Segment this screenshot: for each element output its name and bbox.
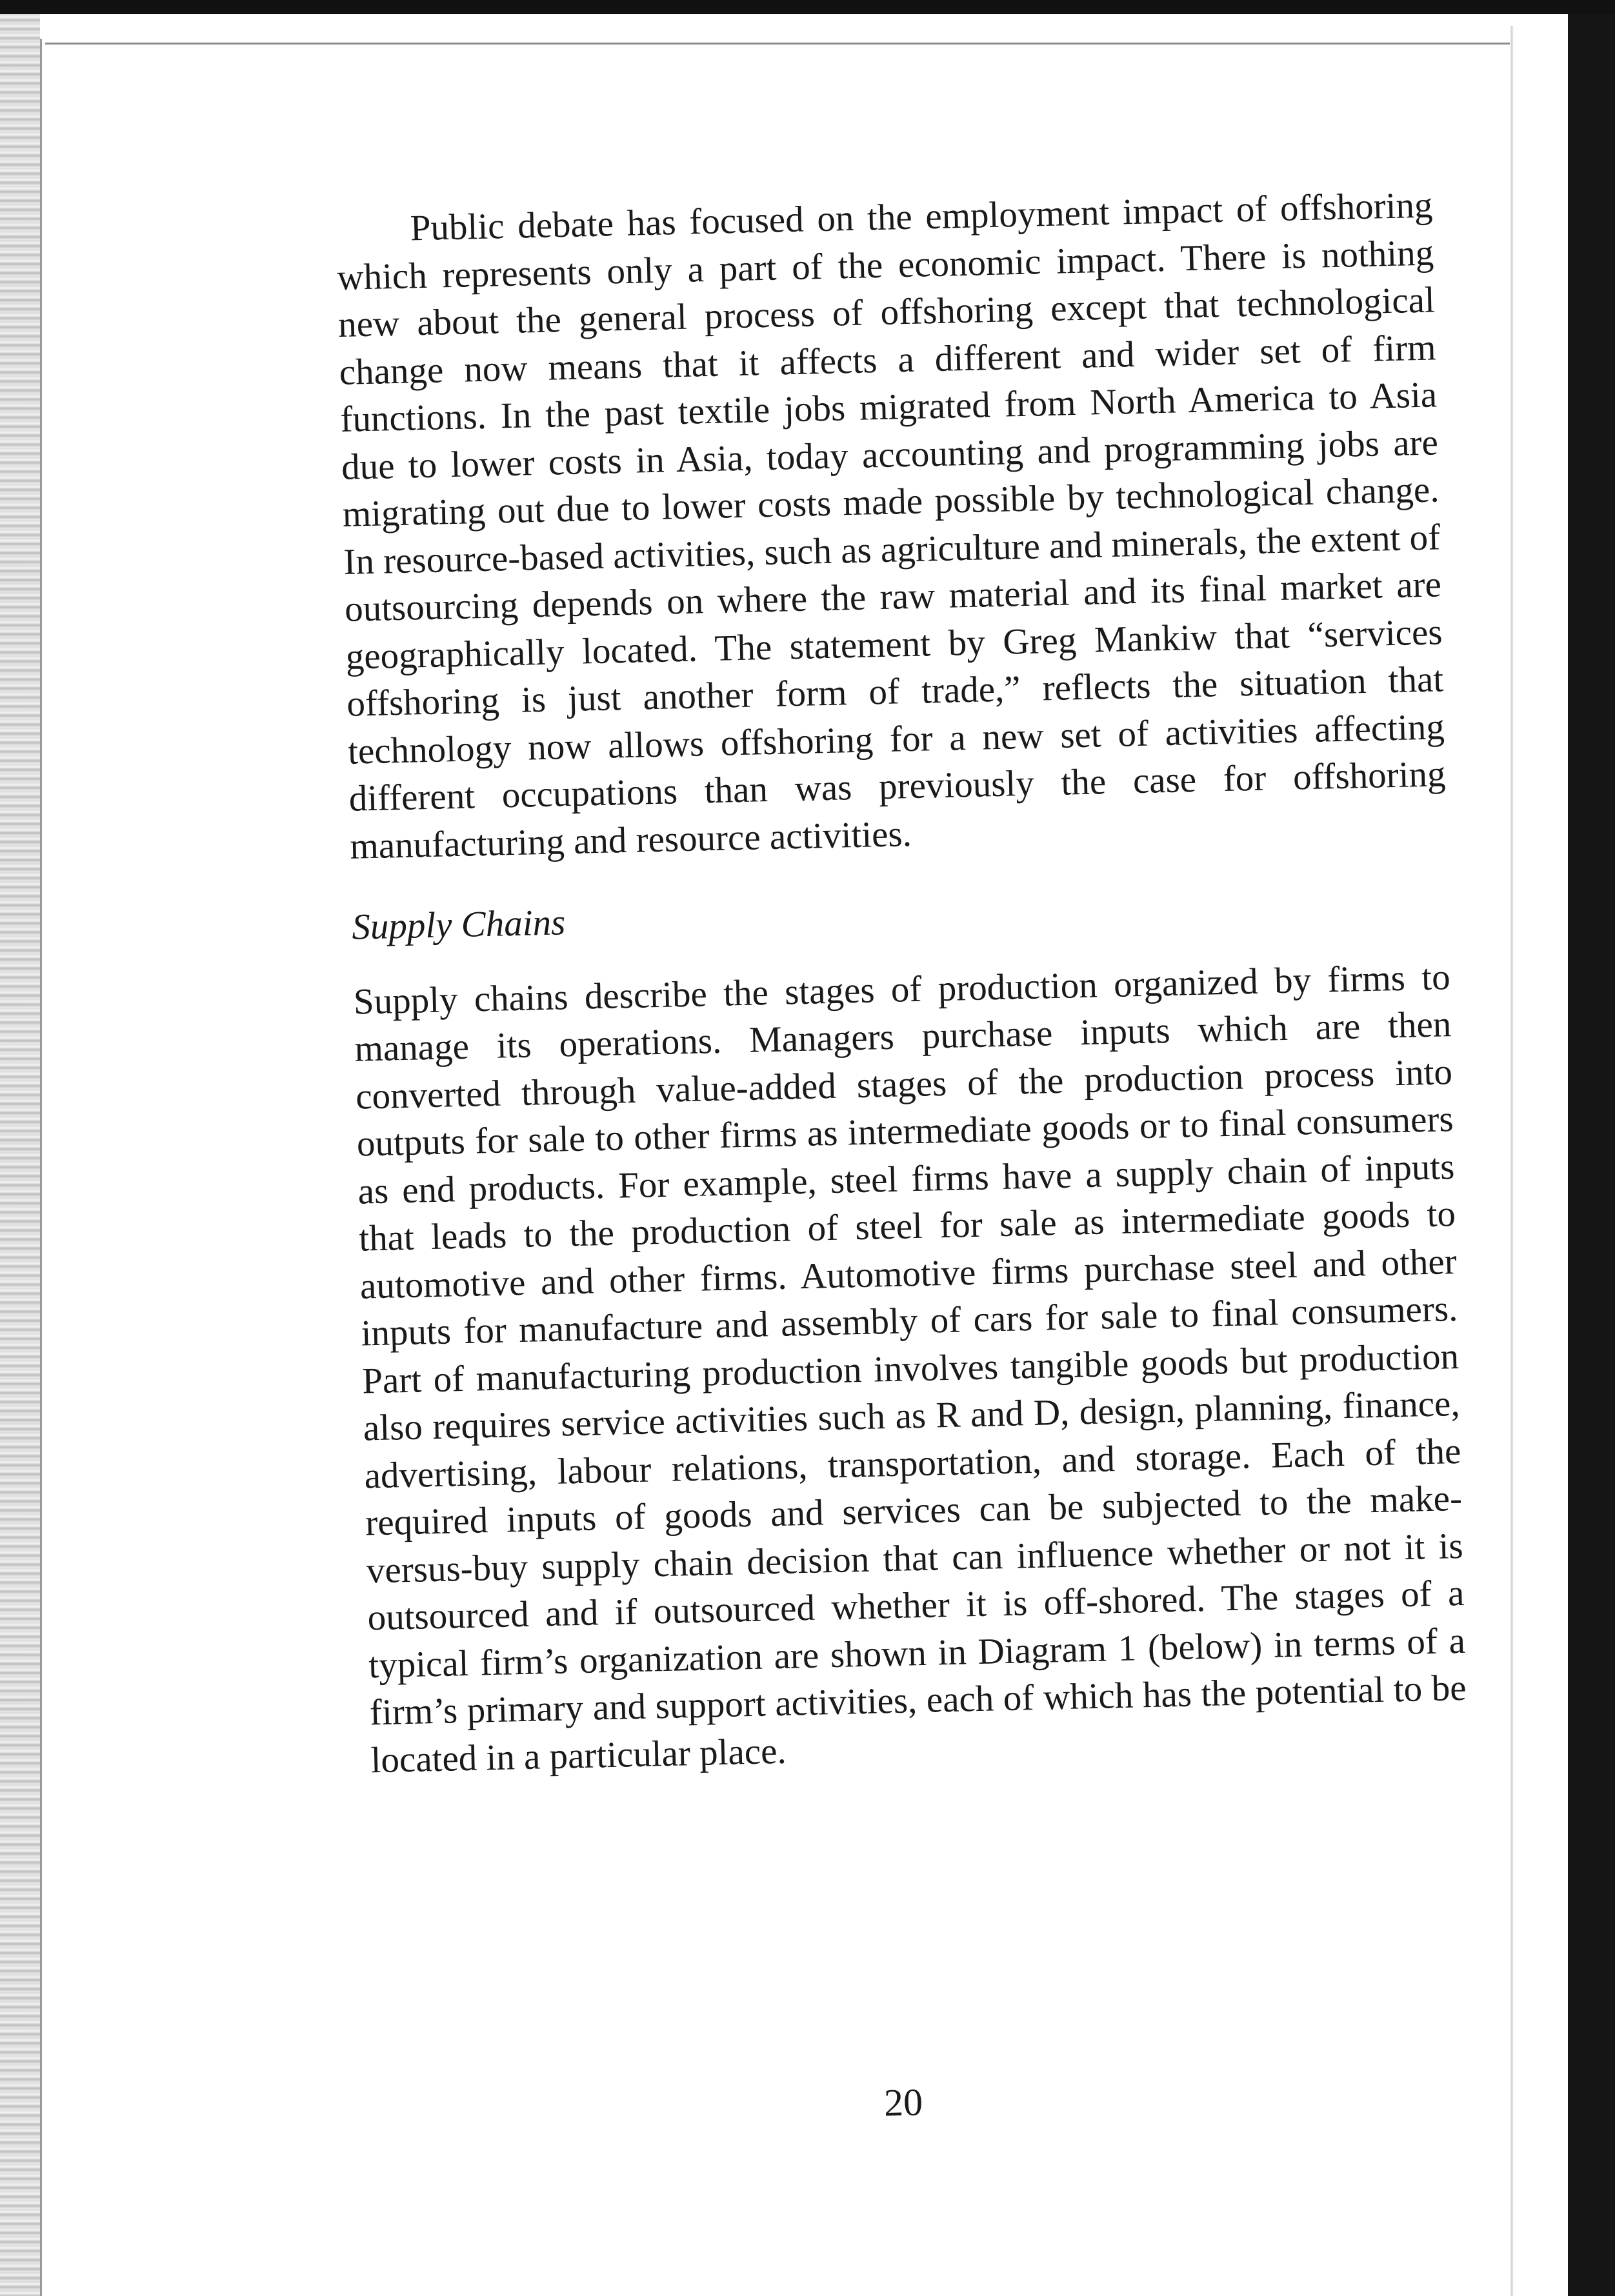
scan-left-border bbox=[0, 14, 40, 2296]
scan-right-border bbox=[1568, 14, 1615, 2296]
paragraph-offshoring: Public debate has focused on the employment impact of offshoring which represents only a part of the economic impact. There is nothing new about the general process of offshoring except that technological change now means that it affects a different and wider set of firm functions. In the past textile jobs migrated from North America to Asia due to lower costs in Asia, today accounting and programming jobs are migrating out due to lower costs made possible by technological change. In resource-based activities, such as agriculture and minerals, the extent of outsourcing depends on where the raw material and its final market are geographically located. The statement by Greg Mankiw that “services offshoring is just another form of trade,” reflects the situation that technology now allows offshoring for a new set of activities affecting different occupations than was previously the case for offshoring manufacturing and resource activities. bbox=[336, 185, 1447, 867]
page-top-edge bbox=[45, 43, 1510, 45]
page-right-edge bbox=[1510, 26, 1514, 2296]
page-body bbox=[336, 181, 1468, 1784]
page-left-edge bbox=[40, 39, 42, 2296]
scan-top-border bbox=[0, 0, 1615, 14]
page-number: 20 bbox=[883, 2081, 923, 2124]
section-heading: Supply Chains bbox=[351, 902, 566, 948]
paragraph-supply-chains: Supply chains describe the stages of production organized by firms to manage its operations. Managers purchase inputs which are then converted through value-added stages of the production process into outputs for sale to other firms as intermediate goods or to final consumers as end products. For example, steel firms have a supply chain of inputs that leads to the production of steel for sale as intermediate goods to automotive and other firms. Automotive firms purchase steel and other inputs for manufacture and assembly of cars for sale to final consumers. Part of manufacturing production involves tangible goods but production also requires service activities such as R and D, design, planning, finance, advertising, labour relations, transportation, and storage. Each of the required inputs of goods and services can be subjected to the make-versus-buy supply chain decision that can influence whether or not it is outsourced and if outsourced whether it is off-shored. The stages of a typical firm’s organization are shown in Diagram 1 (below) in terms of a firm’s primary and support activities, each of which has the potential to be located in a particular place. bbox=[353, 956, 1467, 1781]
